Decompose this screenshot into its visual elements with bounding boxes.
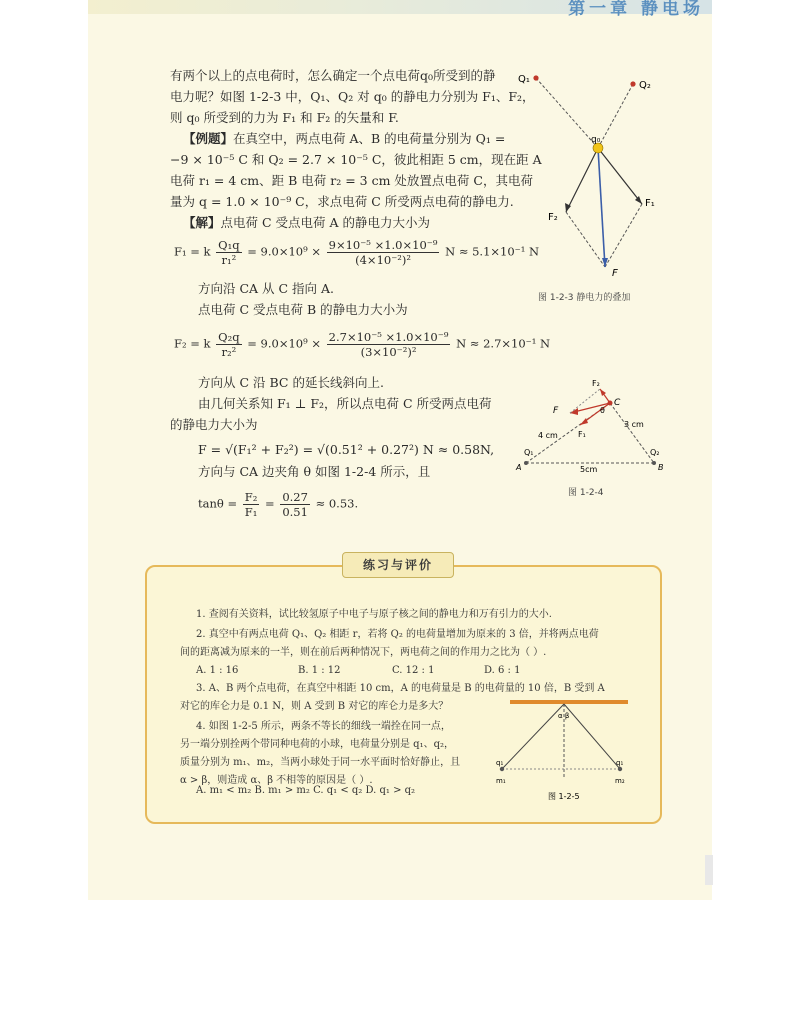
charge-c bbox=[608, 401, 613, 406]
label-theta: θ bbox=[600, 406, 605, 415]
eq-lhs: tanθ = bbox=[198, 496, 238, 511]
example-line bbox=[183, 131, 505, 146]
label-c: C bbox=[614, 398, 621, 408]
label-q2: Q₂ bbox=[650, 448, 660, 457]
fraction bbox=[216, 238, 241, 267]
exercise-q4-options: A. m₁ < m₂ B. m₁ > m₂ C. q₁ < q₂ D. q₁ > q₂ bbox=[196, 785, 416, 796]
label-b: B bbox=[658, 463, 664, 472]
fraction bbox=[327, 330, 451, 359]
exercise-q4-line: 4. 如图 1-2-5 所示，两条不等长的细线一端拴在同一点， bbox=[196, 721, 451, 732]
string-right bbox=[564, 704, 620, 769]
label-q1-left: q₁ bbox=[496, 759, 504, 767]
charge-b bbox=[652, 461, 656, 465]
dashed-parallel-2 bbox=[605, 204, 642, 267]
label-a: A bbox=[516, 463, 522, 472]
dashed-line-q2 bbox=[598, 84, 633, 148]
charge-q2 bbox=[630, 81, 635, 86]
figure-caption: 图 1-2-3 静电力的叠加 bbox=[538, 293, 631, 303]
equation-f: F = √(F₁² + F₂²) = √(0.51² + 0.27²) N ≈ 0.58N, bbox=[198, 442, 495, 457]
paragraph-line: 有两个以上的点电荷时，怎么确定一个点电荷q₀所受到的静 bbox=[170, 68, 496, 83]
dashed-parallel-1 bbox=[566, 212, 605, 267]
direction-line: 方向沿 CA 从 C 指向 A. bbox=[198, 281, 335, 296]
figure-1-2-3 bbox=[508, 62, 668, 284]
string-left bbox=[502, 704, 564, 769]
label-m2: m₂ bbox=[615, 777, 625, 785]
exercise-q2-line: 2. 真空中有两点电荷 Q₁、Q₂ 相距 r，若将 Q₂ 的电荷量增加为原来的 3 倍，并将两点电荷 bbox=[196, 629, 599, 640]
direction-line: 方向从 C 沿 BC 的延长线斜向上. bbox=[198, 375, 384, 390]
solution-tag: 【解】 bbox=[183, 215, 221, 230]
example-text: 在真空中，两点电荷 A、B 的电荷量分别为 Q₁ = bbox=[233, 131, 506, 146]
label-4cm: 4 cm bbox=[538, 431, 558, 440]
label-m1: m₁ bbox=[496, 777, 506, 785]
dashed-side-cb bbox=[610, 403, 654, 463]
page-edge-mark bbox=[705, 855, 713, 885]
paragraph-line: 电力呢？如图 1-2-3 中，Q₁、Q₂ 对 q₀ 的静电力分别为 F₁、F₂， bbox=[170, 89, 535, 104]
eq-lhs: F₁ = k bbox=[174, 244, 211, 259]
geometry-line: 由几何关系知 F₁ ⊥ F₂，所以点电荷 C 所受两点电荷 bbox=[198, 396, 492, 411]
denominator: r₂² bbox=[221, 345, 237, 359]
numerator: F₂ bbox=[244, 490, 258, 504]
option-c: C. 12 : 1 bbox=[392, 665, 435, 676]
arrowhead-f2 bbox=[600, 389, 606, 396]
numerator: 0.27 bbox=[282, 490, 308, 504]
figure-caption: 图 1-2-4 bbox=[568, 488, 604, 498]
option-a: A. 1 : 16 bbox=[196, 665, 239, 676]
label-q1: Q₁ bbox=[524, 448, 534, 457]
ball-left bbox=[500, 767, 504, 771]
solution-text: 点电荷 C 受点电荷 A 的静电力大小为 bbox=[220, 215, 431, 230]
exercise-q1: 1. 查阅有关资料，试比较氢原子中电子与原子核之间的静电力和万有引力的大小. bbox=[196, 609, 552, 620]
arrowhead-f bbox=[602, 258, 608, 267]
fraction bbox=[216, 330, 241, 359]
example-tag: 【例题】 bbox=[183, 131, 234, 146]
equation-f1 bbox=[174, 238, 539, 267]
denominator: 0.51 bbox=[282, 505, 308, 519]
fraction bbox=[327, 238, 440, 267]
example-line: 电荷 r₁ = 4 cm、距 B 电荷 r₂ = 3 cm 处放置点电荷 C，其电荷 bbox=[170, 173, 533, 188]
exercise-q4-line: 质量分别为 m₁、m₂，当两小球处于同一水平面时恰好静止，且 bbox=[180, 757, 461, 768]
numerator: Q₂q bbox=[218, 330, 240, 344]
eq-rhs: N ≈ 2.7×10⁻¹ N bbox=[456, 336, 551, 351]
figure-1-2-4 bbox=[508, 375, 668, 475]
label-f1: F₁ bbox=[645, 198, 655, 209]
numerator: 9×10⁻⁵ ×1.0×10⁻⁹ bbox=[328, 238, 438, 252]
figure-1-2-5 bbox=[490, 695, 650, 805]
ceiling-bar bbox=[510, 700, 628, 704]
exercise-title: 练习与评价 bbox=[342, 552, 454, 578]
numerator: 2.7×10⁻⁵ ×1.0×10⁻⁹ bbox=[328, 330, 449, 344]
fraction bbox=[243, 490, 260, 519]
equation-tan bbox=[198, 490, 358, 519]
dashed-line-q1 bbox=[536, 78, 598, 148]
eq-mid: = 9.0×10⁹ × bbox=[247, 244, 321, 259]
arrow-f1 bbox=[598, 148, 642, 204]
charge-a bbox=[524, 461, 528, 465]
label-f2: F₂ bbox=[592, 379, 600, 388]
exercise-q3-line: 对它的库仑力是 0.1 N，则 A 受到 B 对它的库仑力是多大？ bbox=[180, 701, 449, 712]
eq-lhs: F₂ = k bbox=[174, 336, 211, 351]
option-d: D. 6 : 1 bbox=[484, 665, 521, 676]
eq-mid: = bbox=[265, 496, 275, 511]
exercise-q2-line: 间的距离减为原来的一半，则在前后两种情况下，两电荷之间的作用力之比为（ ）. bbox=[180, 647, 547, 658]
geometry-line: 的静电力大小为 bbox=[170, 417, 258, 432]
paragraph-line: 则 q₀ 所受到的力为 F₁ 和 F₂ 的矢量和 F. bbox=[170, 110, 399, 125]
example-line: −9 × 10⁻⁵ C 和 Q₂ = 2.7 × 10⁻⁵ C，彼此相距 5 cm，现在距 A bbox=[170, 152, 542, 167]
label-q2: Q₂ bbox=[639, 80, 651, 91]
arrow-f bbox=[598, 148, 605, 267]
fraction bbox=[280, 490, 310, 519]
exercise-q4-line: 另一端分别拴两个带同种电荷的小球，电荷量分别是 q₁、q₂， bbox=[180, 739, 454, 750]
exercise-q4-line: α > β，则造成 α、β 不相等的原因是（ ）. bbox=[180, 775, 373, 786]
label-5cm: 5cm bbox=[580, 465, 598, 474]
label-angles: α β bbox=[558, 712, 570, 720]
example-line: 量为 q = 1.0 × 10⁻⁹ C，求点电荷 C 所受两点电荷的静电力. bbox=[170, 194, 514, 209]
label-q1: Q₁ bbox=[518, 74, 530, 85]
solution-line: 点电荷 C 受点电荷 B 的静电力大小为 bbox=[198, 302, 408, 317]
numerator: Q₁q bbox=[218, 238, 240, 252]
option-b: B. 1 : 12 bbox=[298, 665, 341, 676]
denominator: (4×10⁻²)² bbox=[355, 253, 411, 267]
solution-line bbox=[183, 215, 430, 230]
eq-rhs: N ≈ 5.1×10⁻¹ N bbox=[445, 244, 540, 259]
label-f1: F₁ bbox=[578, 430, 586, 439]
label-f: F bbox=[553, 406, 559, 416]
ball-right bbox=[618, 767, 622, 771]
eq-rhs: ≈ 0.53. bbox=[315, 496, 359, 511]
charge-q1 bbox=[533, 75, 538, 80]
chapter-title: 第一章 静电场 bbox=[568, 0, 704, 19]
label-f: F bbox=[612, 268, 618, 279]
eq-mid: = 9.0×10⁹ × bbox=[247, 336, 321, 351]
denominator: r₁² bbox=[221, 253, 237, 267]
direction-line: 方向与 CA 边夹角 θ 如图 1-2-4 所示，且 bbox=[198, 464, 431, 479]
label-q0: q₀ bbox=[591, 135, 601, 145]
arrow-f2 bbox=[566, 148, 598, 212]
figure-caption: 图 1-2-5 bbox=[548, 792, 580, 801]
label-q-right: q₁ bbox=[616, 759, 624, 767]
label-f2: F₂ bbox=[548, 212, 558, 223]
exercise-q3-line: 3. A、B 两个点电荷，在真空中相距 10 cm，A 的电荷量是 B 的电荷量的 10 倍，B 受到 A bbox=[196, 683, 605, 694]
label-3cm: 3 cm bbox=[624, 420, 644, 429]
denominator: (3×10⁻²)² bbox=[360, 345, 417, 359]
equation-f2 bbox=[174, 330, 550, 359]
denominator: F₁ bbox=[244, 505, 258, 519]
